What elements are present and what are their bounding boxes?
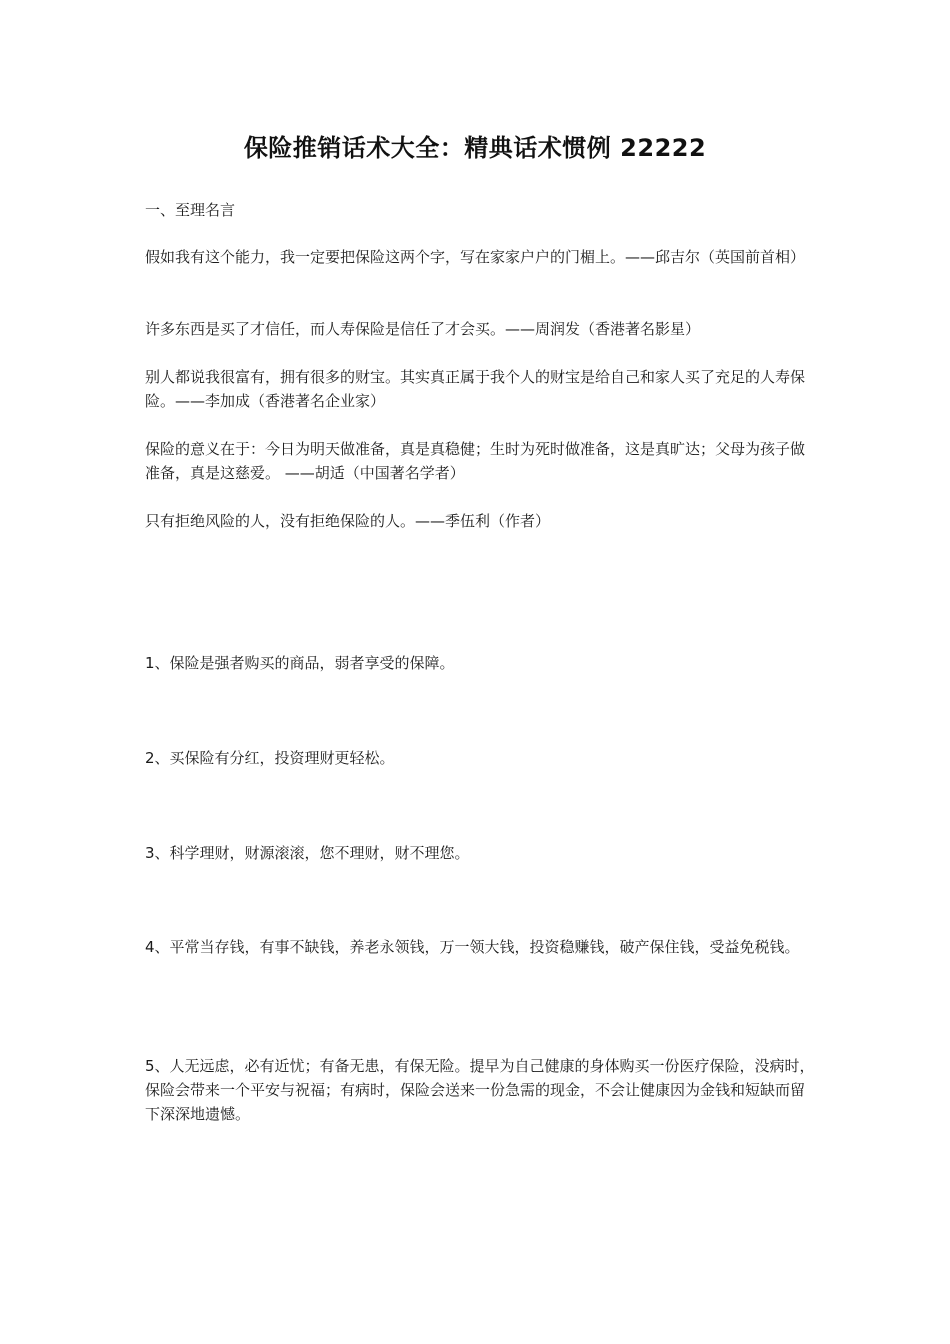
list-item-2: 2、买保险有分红，投资理财更轻松。 <box>145 749 395 767</box>
quote-li-jiacheng: 别人都说我很富有，拥有很多的财宝。其实真正属于我个人的财宝是给自己和家人买了充足的人寿保险。——李加成（香港著名企业家） <box>145 368 806 410</box>
list-item-3: 3、科学理财，财源滚滚，您不理财，财不理您。 <box>145 844 470 862</box>
section-heading: 一、至理名言 <box>145 201 236 219</box>
quote-ji-wuli: 只有拒绝风险的人，没有拒绝保险的人。——季伍利（作者） <box>145 512 551 530</box>
quote-churchill: 假如我有这个能力，我一定要把保险这两个字，写在家家户户的门楣上。——邱吉尔（英国前首相） <box>145 248 806 266</box>
list-item-5: 5、人无远虑，必有近忧；有备无患，有保无险。提早为自己健康的身体购买一份医疗保险，没病时，保险会带来一个平安与祝福；有病时，保险会送来一份急需的现金，不会让健康因为金钱和短缺而留下深深地遗憾。 <box>145 1057 815 1123</box>
document-title: 保险推销话术大全：精典话术惯例 22222 <box>243 134 707 162</box>
list-item-4: 4、平常当存钱，有事不缺钱，养老永领钱，万一领大钱，投资稳赚钱，破产保住钱，受益免税钱。 <box>145 938 800 956</box>
quote-hu-shi: 保险的意义在于：今日为明天做准备，真是真稳健；生时为死时做准备，这是真旷达；父母为孩子做准备，真是这慈爱。 ——胡适（中国著名学者） <box>145 440 806 482</box>
list-item-1: 1、保险是强者购买的商品，弱者享受的保障。 <box>145 654 455 672</box>
quote-chow-yun-fat: 许多东西是买了才信任，而人寿保险是信任了才会买。——周润发（香港著名影星） <box>145 320 701 338</box>
